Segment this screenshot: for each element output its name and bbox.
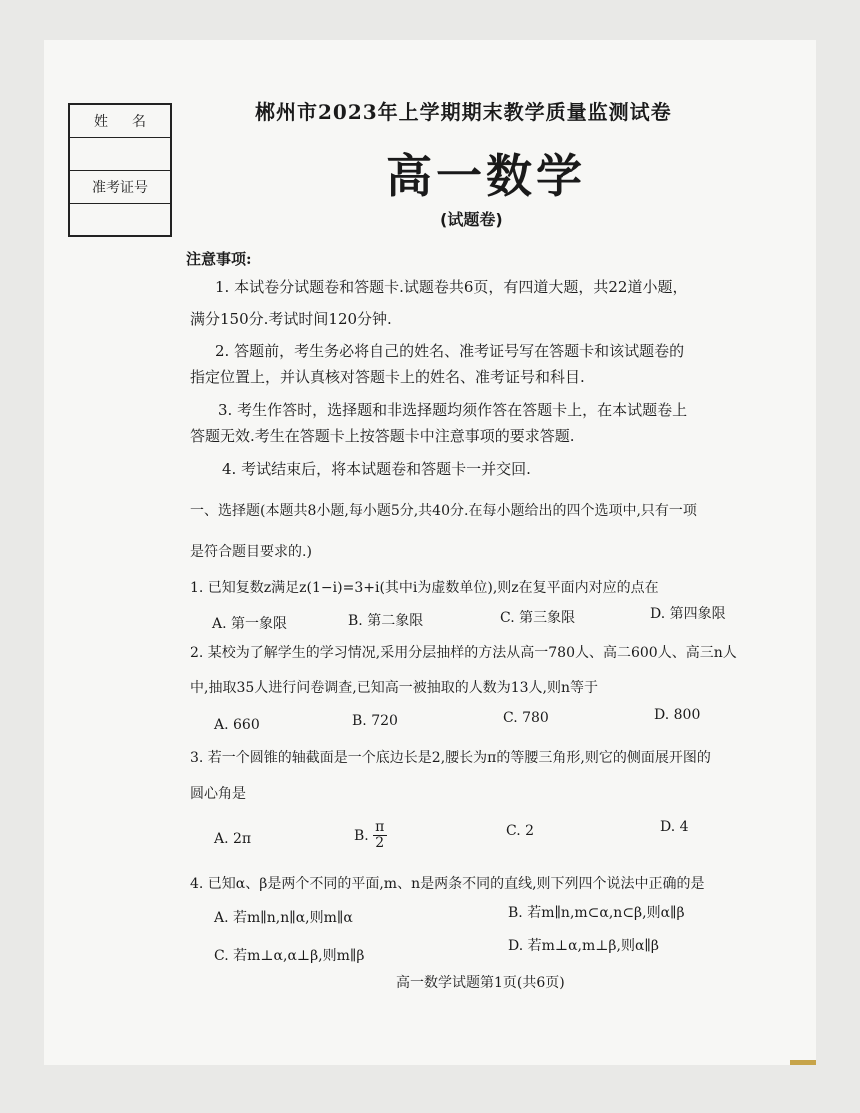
note-2-line-2: 指定位置上，并认真核对答题卡上的姓名、准考证号和科目. <box>190 368 585 386</box>
question-4-option-c: C. 若m⊥α,α⊥β,则m∥β <box>214 948 365 964</box>
question-2-stem-line-1: 2. 某校为了解学生的学习情况,采用分层抽样的方法从高一780人、高二600人、高三n人 <box>190 645 737 661</box>
question-2-option-b: B. 720 <box>352 713 398 729</box>
note-4: 4. 考试结束后，将本试题卷和答题卡一并交回. <box>222 460 531 478</box>
exam-title: 高一数学 <box>386 149 586 203</box>
question-2-option-d: D. 800 <box>654 707 701 723</box>
page-footer: 高一数学试题第1页(共6页) <box>396 975 565 991</box>
exam-subtitle: 郴州市2023年上学期期末教学质量监测试卷 <box>255 100 672 124</box>
question-3-stem-line-2: 圆心角是 <box>190 786 246 802</box>
fraction-numerator: π <box>375 819 385 835</box>
page-edge-mark <box>790 1060 816 1065</box>
name-label: 姓名 <box>70 105 170 138</box>
pi-over-two-fraction <box>373 820 387 851</box>
fraction-denominator: 2 <box>375 835 385 851</box>
question-1-stem: 1. 已知复数z满足z(1−i)=3+i(其中i为虚数单位),则z在复平面内对应的点在 <box>190 580 659 596</box>
question-3-stem-line-1: 3. 若一个圆锥的轴截面是一个底边长是2,腰长为π的等腰三角形,则它的侧面展开图的 <box>190 750 711 766</box>
question-1-option-a: A. 第一象限 <box>212 616 288 632</box>
question-4-stem: 4. 已知α、β是两个不同的平面,m、n是两条不同的直线,则下列四个说法中正确的是 <box>190 876 705 892</box>
note-1-line-2: 满分150分.考试时间120分钟. <box>190 310 392 328</box>
question-4-option-d: D. 若m⊥α,m⊥β,则α∥β <box>508 938 659 954</box>
note-1-line-1: 1. 本试卷分试题卷和答题卡.试题卷共6页，有四道大题，共22道小题， <box>215 278 688 296</box>
question-3-option-a: A. 2π <box>214 831 252 847</box>
exam-id-field <box>70 204 170 237</box>
section-header-line-2: 是符合题目要求的.) <box>190 544 312 560</box>
question-2-option-c: C. 780 <box>503 710 549 726</box>
option-b-prefix: B. <box>354 827 369 844</box>
exam-id-label: 准考证号 <box>70 171 170 204</box>
question-3-option-d: D. 4 <box>660 819 689 835</box>
note-2-line-1: 2. 答题前，考生务必将自己的姓名、准考证号写在答题卡和该试题卷的 <box>215 342 685 360</box>
notes-title: 注意事项: <box>186 250 252 268</box>
note-3-line-2: 答题无效.考生在答题卡上按答题卡中注意事项的要求答题. <box>190 427 575 445</box>
question-2-stem-line-2: 中,抽取35人进行问卷调查,已知高一被抽取的人数为13人,则n等于 <box>190 680 598 696</box>
question-4-option-a: A. 若m∥n,n∥α,则m∥α <box>214 910 353 926</box>
note-3-line-1: 3. 考生作答时，选择题和非选择题均须作答在答题卡上，在本试题卷上 <box>218 401 688 419</box>
section-header-line-1: 一、选择题(本题共8小题,每小题5分,共40分.在每小题给出的四个选项中,只有一项 <box>190 503 697 519</box>
question-1-option-b: B. 第二象限 <box>348 613 424 629</box>
exam-tag: (试题卷) <box>440 210 503 229</box>
question-2-option-a: A. 660 <box>214 717 260 733</box>
question-4-option-b: B. 若m∥n,m⊂α,n⊂β,则α∥β <box>508 905 685 921</box>
name-field <box>70 138 170 171</box>
candidate-info-box <box>68 103 172 237</box>
question-3-option-c: C. 2 <box>506 823 535 839</box>
question-1-option-d: D. 第四象限 <box>650 606 726 622</box>
question-1-option-c: C. 第三象限 <box>500 610 576 626</box>
question-3-option-b <box>354 820 387 851</box>
